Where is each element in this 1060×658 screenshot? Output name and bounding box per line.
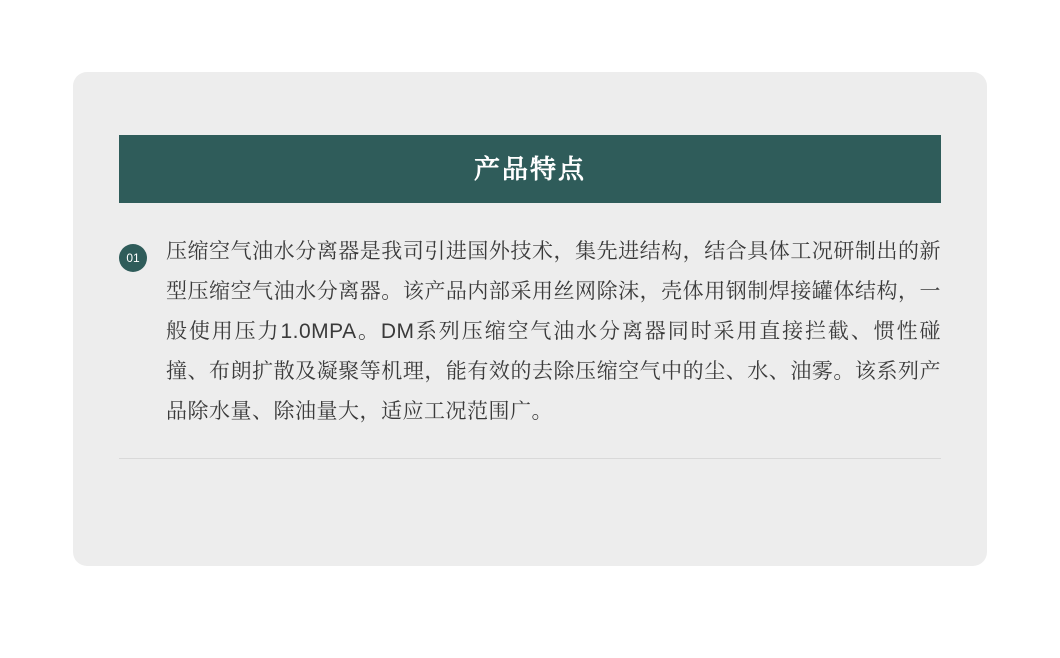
item-index-badge: 01 <box>119 244 147 272</box>
list-item <box>119 232 941 459</box>
product-feature-card <box>73 72 987 566</box>
item-description: 压缩空气油水分离器是我司引进国外技术，集先进结构，结合具体工况研制出的新型压缩空气油水分离器。该产品内部采用丝网除沫，壳体用钢制焊接罐体结构，一般使用压力1.0MPA。DM系列压缩空气油水分离器同时采用直接拦截、惯性碰撞、布朗扩散及凝聚等机理，能有效的去除压缩空气中的尘、水、油雾。该系列产品除水量、除油量大，适应工况范围广。 <box>166 240 941 423</box>
page-title: 产品特点 <box>473 154 586 184</box>
feature-list <box>119 232 941 459</box>
section-header-band <box>119 135 941 203</box>
